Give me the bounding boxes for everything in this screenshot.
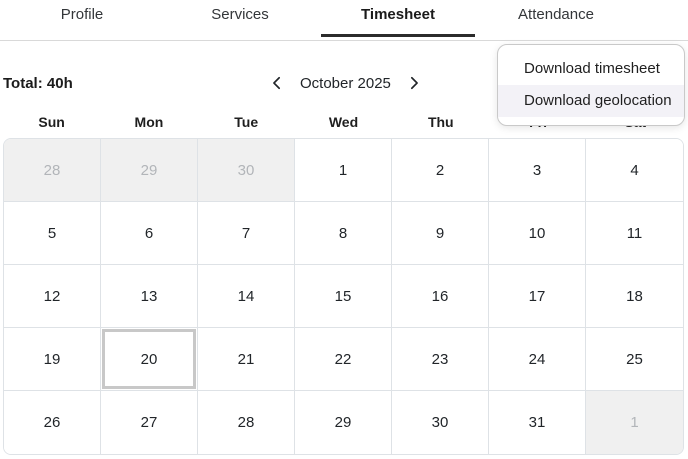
calendar-day-cell[interactable]: 6 xyxy=(101,202,198,265)
month-label: October 2025 xyxy=(300,74,391,92)
tab-timesheet[interactable]: Timesheet xyxy=(319,0,477,40)
chevron-right-icon xyxy=(407,75,421,91)
calendar-day-cell[interactable]: 3 xyxy=(489,139,586,202)
calendar-day-cell[interactable]: 2 xyxy=(392,139,489,202)
menu-item-download-geolocation[interactable]: Download geolocation xyxy=(498,85,684,117)
prev-month-button[interactable] xyxy=(269,73,285,93)
weekday-header: Thu xyxy=(427,114,454,130)
weekday-header: Sun xyxy=(38,114,65,130)
calendar-day-cell[interactable]: 29 xyxy=(295,391,392,454)
calendar-day-cell[interactable]: 16 xyxy=(392,265,489,328)
calendar-day-cell: 28 xyxy=(4,139,101,202)
menu-item-download-timesheet[interactable]: Download timesheet xyxy=(524,60,660,77)
calendar-day-cell[interactable]: 22 xyxy=(295,328,392,391)
total-hours-label: Total: 40h xyxy=(3,75,73,92)
weekday-header: Tue xyxy=(234,114,259,130)
calendar-day-cell[interactable]: 4 xyxy=(586,139,683,202)
calendar-day-cell[interactable]: 19 xyxy=(4,328,101,391)
calendar-day-cell[interactable]: 10 xyxy=(489,202,586,265)
calendar-day-cell: 29 xyxy=(101,139,198,202)
calendar-day-cell[interactable]: 31 xyxy=(489,391,586,454)
next-month-button[interactable] xyxy=(406,73,422,93)
weekday-header: Wed xyxy=(328,114,359,130)
calendar-day-cell: 30 xyxy=(198,139,295,202)
download-menu xyxy=(497,44,685,126)
calendar-day-cell[interactable]: 5 xyxy=(4,202,101,265)
calendar-day-cell[interactable]: 28 xyxy=(198,391,295,454)
calendar-day-cell[interactable]: 9 xyxy=(392,202,489,265)
calendar-day-cell[interactable]: 20 xyxy=(101,328,198,391)
calendar-day-cell[interactable]: 30 xyxy=(392,391,489,454)
calendar-day-cell[interactable]: 23 xyxy=(392,328,489,391)
chevron-left-icon xyxy=(270,75,284,91)
weekday-header: Mon xyxy=(134,114,164,130)
tab-profile[interactable]: Profile xyxy=(60,6,104,23)
calendar-day-cell[interactable]: 14 xyxy=(198,265,295,328)
calendar-day-cell[interactable]: 26 xyxy=(4,391,101,454)
calendar-day-cell[interactable]: 15 xyxy=(295,265,392,328)
calendar-day-cell[interactable]: 7 xyxy=(198,202,295,265)
tab-bar xyxy=(0,0,688,41)
tab-services[interactable]: Services xyxy=(211,6,269,23)
calendar-day-cell[interactable]: 25 xyxy=(586,328,683,391)
calendar-grid xyxy=(3,138,684,455)
calendar-day-cell[interactable]: 11 xyxy=(586,202,683,265)
calendar-day-cell[interactable]: 12 xyxy=(4,265,101,328)
calendar-day-cell[interactable]: 8 xyxy=(295,202,392,265)
month-navigation xyxy=(269,71,422,95)
calendar-day-cell[interactable]: 17 xyxy=(489,265,586,328)
tab-attendance[interactable]: Attendance xyxy=(518,6,594,23)
calendar-day-cell[interactable]: 24 xyxy=(489,328,586,391)
calendar-day-cell[interactable]: 27 xyxy=(101,391,198,454)
calendar-day-cell[interactable]: 21 xyxy=(198,328,295,391)
calendar-day-cell[interactable]: 13 xyxy=(101,265,198,328)
calendar-day-cell[interactable]: 18 xyxy=(586,265,683,328)
calendar-day-cell: 1 xyxy=(586,391,683,454)
calendar-day-cell[interactable]: 1 xyxy=(295,139,392,202)
